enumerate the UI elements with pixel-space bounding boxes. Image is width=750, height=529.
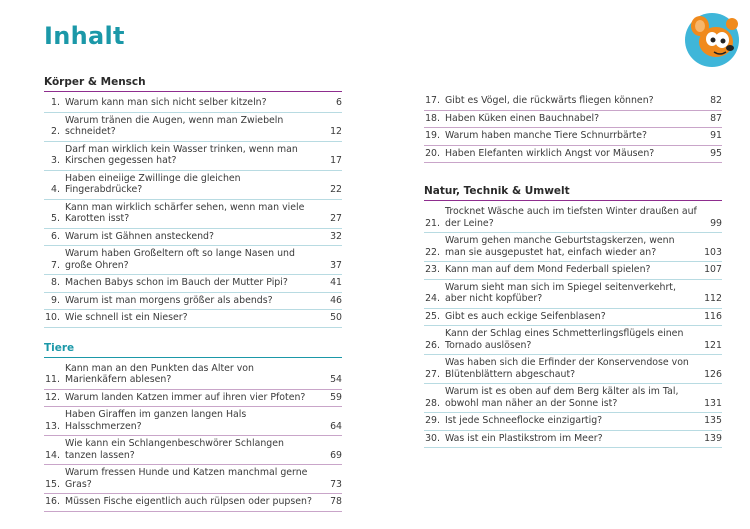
- entry-page: 91: [710, 130, 722, 141]
- entry-question: Kann man wirklich schärfer sehen, wenn man viele Karotten isst?: [65, 201, 305, 224]
- entry-number: 16.: [45, 496, 60, 507]
- entry-page: 32: [330, 230, 342, 242]
- entry-page: 46: [330, 294, 342, 306]
- entry-page: 54: [330, 374, 342, 385]
- toc-entry[interactable]: [424, 413, 722, 431]
- entry-page: 12: [330, 126, 342, 137]
- entry-number: 4.: [51, 184, 60, 195]
- entry-page: 6: [336, 97, 342, 108]
- entry-page: 37: [330, 259, 342, 271]
- entry-page: 82: [710, 95, 722, 106]
- entry-question: Darf man wirklich kein Wasser trinken, wenn man Kirschen gegessen hat?: [65, 143, 298, 166]
- entry-page: 22: [330, 184, 342, 195]
- entry-number: 24.: [425, 293, 440, 304]
- entry-question: Warum tränen die Augen, wenn man Zwiebeln schneidet?: [65, 114, 284, 137]
- entry-page: 126: [704, 368, 722, 380]
- toc-section-koerper: [44, 76, 342, 328]
- entry-question: Kann man an den Punkten das Alter von Marienkäfern ablesen?: [65, 362, 254, 385]
- entry-number: 20.: [425, 147, 440, 159]
- entry-number: 14.: [45, 449, 60, 461]
- entry-question: Machen Babys schon im Bauch der Mutter Pipi?: [65, 277, 288, 288]
- entry-number: 22.: [425, 246, 440, 258]
- entry-number: 29.: [425, 415, 440, 426]
- entry-number: 7.: [51, 259, 60, 271]
- entry-question: Gibt es auch eckige Seifenblasen?: [445, 310, 606, 322]
- entry-number: 19.: [425, 130, 440, 141]
- toc-entry[interactable]: [424, 93, 722, 111]
- entry-number: 30.: [425, 432, 440, 444]
- entry-question: Kann der Schlag eines Schmetterlingsflügels einen Tornado auslösen?: [445, 328, 684, 351]
- toc-entry[interactable]: [44, 229, 342, 247]
- entry-number: 2.: [51, 126, 60, 137]
- entry-number: 9.: [51, 294, 60, 306]
- entry-number: 13.: [45, 420, 60, 432]
- section-heading: Tiere: [44, 342, 342, 358]
- toc-entry[interactable]: [424, 233, 722, 262]
- entry-question: Warum fressen Hunde und Katzen manchmal gerne Gras?: [65, 467, 308, 490]
- entry-question: Kann man auf dem Mond Federball spielen?: [445, 264, 651, 275]
- entry-page: 112: [704, 293, 722, 304]
- entry-number: 25.: [425, 310, 440, 322]
- entry-page: 17: [330, 155, 342, 166]
- entry-number: 28.: [425, 397, 440, 409]
- toc-section-natur: [424, 185, 722, 448]
- entry-number: 11.: [45, 374, 60, 385]
- entry-page: 107: [704, 264, 722, 275]
- entry-question: Haben Küken einen Bauchnabel?: [445, 112, 600, 124]
- toc-entry[interactable]: [424, 309, 722, 327]
- entry-question: Gibt es Vögel, die rückwärts fliegen können?: [445, 95, 654, 106]
- entry-question: Warum kann man sich nicht selber kitzeln?: [65, 97, 267, 108]
- entry-number: 17.: [425, 95, 440, 106]
- toc-entry[interactable]: [424, 326, 722, 355]
- entry-number: 8.: [51, 277, 60, 288]
- entry-question: Warum haben Großeltern oft so lange Nasen und große Ohren?: [65, 248, 295, 271]
- entry-question: Was ist ein Plastikstrom im Meer?: [445, 432, 603, 444]
- entry-number: 26.: [425, 339, 440, 351]
- toc-entry[interactable]: [44, 246, 342, 275]
- entry-page: 59: [330, 391, 342, 403]
- toc-entry[interactable]: [424, 128, 722, 146]
- entry-question: Warum haben manche Tiere Schnurrbärte?: [445, 130, 647, 141]
- entry-question: Wie schnell ist ein Nieser?: [65, 312, 188, 323]
- entry-number: 23.: [425, 264, 440, 275]
- toc-entry[interactable]: [44, 361, 342, 390]
- entry-number: 15.: [45, 478, 60, 490]
- entry-number: 1.: [51, 97, 60, 108]
- entry-question: Trocknet Wäsche auch im tiefsten Winter draußen auf der Leine?: [445, 206, 697, 229]
- page-title: Inhalt: [44, 22, 125, 50]
- entry-question: Warum ist Gähnen ansteckend?: [65, 230, 214, 242]
- entry-page: 99: [710, 217, 722, 229]
- entry-page: 73: [330, 478, 342, 490]
- entry-number: 5.: [51, 213, 60, 224]
- entry-question: Warum sieht man sich im Spiegel seitenverkehrt, aber nicht kopfüber?: [445, 281, 676, 304]
- entry-page: 121: [704, 339, 722, 351]
- entry-question: Warum ist es oben auf dem Berg kälter als im Tal, obwohl man näher an der Sonne ist?: [445, 386, 679, 409]
- entry-page: 131: [704, 397, 722, 409]
- entry-number: 3.: [51, 155, 60, 166]
- entry-page: 103: [704, 246, 722, 258]
- toc-entry[interactable]: [44, 436, 342, 465]
- entry-page: 87: [710, 112, 722, 124]
- entry-page: 95: [710, 147, 722, 159]
- entry-page: 69: [330, 449, 342, 461]
- entry-question: Ist jede Schneeflocke einzigartig?: [445, 415, 603, 426]
- toc-entry[interactable]: [424, 204, 722, 233]
- entry-number: 18.: [425, 112, 440, 124]
- toc-entry[interactable]: [424, 280, 722, 309]
- toc-entry[interactable]: [44, 293, 342, 311]
- toc-entry[interactable]: [44, 275, 342, 293]
- entry-page: 78: [330, 496, 342, 507]
- entry-number: 27.: [425, 368, 440, 380]
- toc-entry[interactable]: [44, 171, 342, 200]
- entry-number: 10.: [45, 312, 60, 323]
- entry-number: 12.: [45, 391, 60, 403]
- toc-section-tiere-continued: [424, 93, 722, 163]
- toc-entry[interactable]: [424, 384, 722, 413]
- toc-entry[interactable]: [44, 390, 342, 408]
- entry-page: 135: [704, 415, 722, 426]
- entry-number: 6.: [51, 230, 60, 242]
- section-heading: Natur, Technik & Umwelt: [424, 185, 722, 201]
- toc-entry[interactable]: [424, 431, 722, 449]
- entry-question: Haben Giraffen im ganzen langen Hals Halsschmerzen?: [65, 409, 247, 432]
- entry-page: 41: [330, 277, 342, 288]
- entry-question: Haben eineiige Zwillinge die gleichen Fingerabdrücke?: [65, 172, 241, 195]
- entry-question: Warum gehen manche Geburtstagskerzen, wenn man sie ausgepustet hat, einfach wieder an?: [445, 235, 675, 258]
- entry-question: Was haben sich die Erfinder der Konservendose von Blütenblättern abgeschaut?: [445, 357, 689, 380]
- entry-question: Warum landen Katzen immer auf ihren vier Pfoten?: [65, 391, 306, 403]
- toc-entry[interactable]: [44, 95, 342, 113]
- toc-entry[interactable]: [44, 200, 342, 229]
- entry-page: 50: [330, 312, 342, 323]
- toc-entry[interactable]: [424, 146, 722, 164]
- toc-entry[interactable]: [44, 494, 342, 512]
- entry-page: 139: [704, 432, 722, 444]
- entry-number: 21.: [425, 217, 440, 229]
- section-heading: Körper & Mensch: [44, 76, 342, 92]
- entry-page: 27: [330, 213, 342, 224]
- toc-entry[interactable]: [424, 355, 722, 384]
- toc-entry[interactable]: [44, 113, 342, 142]
- toc-entry[interactable]: [44, 310, 342, 328]
- entry-question: Haben Elefanten wirklich Angst vor Mäusen?: [445, 147, 655, 159]
- toc-entry[interactable]: [44, 465, 342, 494]
- entry-question: Warum ist man morgens größer als abends?: [65, 294, 273, 306]
- entry-question: Müssen Fische eigentlich auch rülpsen oder pupsen?: [65, 496, 312, 507]
- entry-page: 64: [330, 420, 342, 432]
- toc-entry[interactable]: [44, 142, 342, 171]
- toc-entry[interactable]: [44, 407, 342, 436]
- toc-section-tiere: [44, 342, 342, 512]
- mouse-mascot-icon: [684, 12, 740, 68]
- toc-entry[interactable]: [424, 111, 722, 129]
- toc-right-column: [424, 93, 722, 462]
- entry-page: 116: [704, 310, 722, 322]
- entry-question: Wie kann ein Schlangenbeschwörer Schlangen tanzen lassen?: [65, 438, 284, 461]
- toc-left-column: [44, 76, 342, 526]
- toc-entry[interactable]: [424, 262, 722, 280]
